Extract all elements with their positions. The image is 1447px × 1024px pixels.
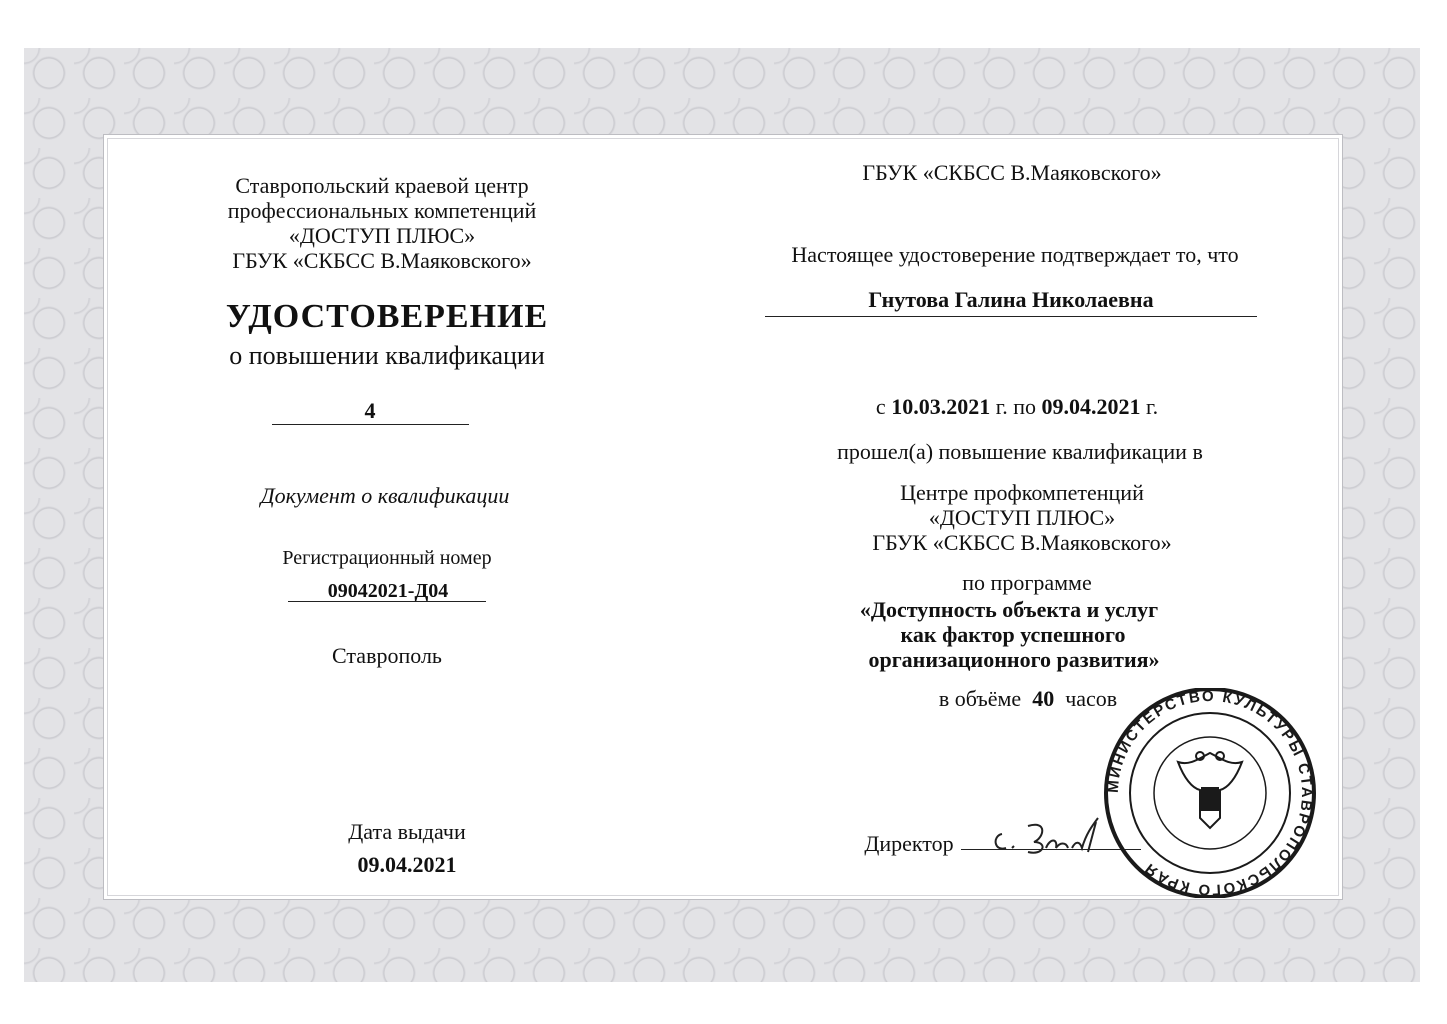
registration-underline	[288, 601, 486, 602]
org-line-3: «ДОСТУП ПЛЮС»	[288, 223, 476, 248]
issue-date-label: Дата выдачи	[348, 819, 466, 844]
org-line-2: профессиональных компетенций	[227, 198, 537, 223]
period-mid: г. по	[995, 394, 1037, 419]
seal-outer-text: МИНИСТЕРСТВО КУЛЬТУРЫ СТАВРОПОЛЬСКОГО КРАЯ	[1104, 688, 1316, 898]
date-to: 09.04.2021	[1041, 394, 1141, 419]
period-prefix: с	[875, 394, 886, 419]
program-line-3: организационного развития»	[868, 647, 1160, 672]
volume	[939, 686, 1117, 712]
document-subtitle: о повышении квалификации	[229, 341, 545, 370]
document-number: 4	[364, 398, 376, 423]
center-line-3: ГБУК «СКБСС В.Маяковского»	[872, 530, 1172, 555]
program-line-2: как фактор успешного	[900, 622, 1126, 647]
document-title: УДОСТОВЕРЕНИЕ	[225, 298, 549, 335]
volume-prefix: в объёме	[938, 686, 1022, 711]
person-name: Гнутова Галина Николаевна	[868, 287, 1154, 312]
center-line-1: Центре профкомпетенций	[900, 480, 1144, 505]
director-label: Директор	[864, 831, 954, 856]
name-underline	[765, 316, 1257, 317]
eagle-emblem-icon	[1178, 752, 1242, 828]
training-period	[876, 394, 1158, 420]
org-line-1: Ставропольский краевой центр	[235, 173, 529, 198]
date-from: 10.03.2021	[891, 394, 991, 419]
registration-number: 09042021-Д04	[327, 580, 449, 602]
volume-suffix: часов	[1065, 686, 1118, 711]
period-suffix: г.	[1146, 394, 1159, 419]
document-type: Документ о квалификации	[260, 483, 510, 508]
right-header: ГБУК «СКБСС В.Маяковского»	[862, 160, 1162, 185]
number-underline	[272, 424, 469, 425]
director-signature	[988, 812, 1103, 862]
issue-date: 09.04.2021	[357, 852, 457, 877]
city: Ставрополь	[332, 643, 442, 668]
program-label: по программе	[962, 570, 1092, 595]
org-line-4: ГБУК «СКБСС В.Маяковского»	[232, 248, 532, 273]
center-line-2: «ДОСТУП ПЛЮС»	[928, 505, 1116, 530]
registration-label: Регистрационный номер	[282, 547, 492, 569]
official-seal	[1100, 688, 1320, 898]
program-line-1: «Доступность объекта и услуг	[859, 597, 1159, 622]
confirm-text: Настоящее удостоверение подтверждает то, что	[791, 242, 1239, 267]
training-text: прошел(а) повышение квалификации в	[837, 439, 1203, 464]
volume-hours: 40	[1032, 686, 1055, 711]
